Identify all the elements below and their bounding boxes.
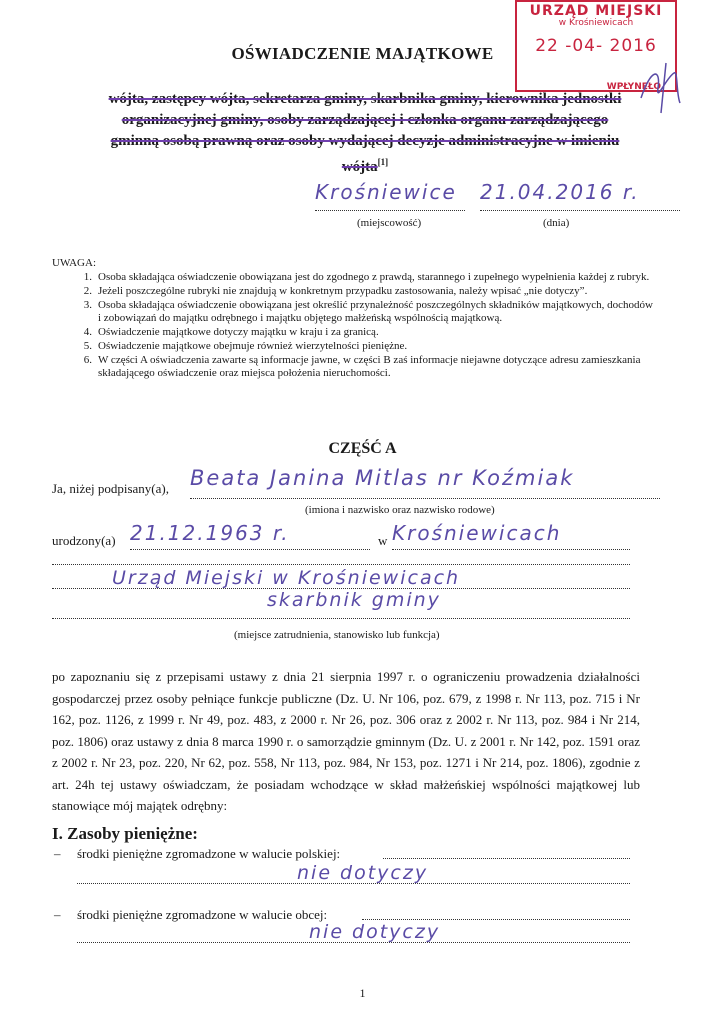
date-field[interactable]: 21.04.2016 r. <box>480 180 680 211</box>
struck-heading-line: wójta, zastępcy wójta, sekretarza gminy, skarbnika gminy, kierownika jednostki <box>108 91 622 107</box>
stamp-office: URZĄD MIEJSKI <box>529 3 663 19</box>
date-caption: (dnia) <box>543 217 570 229</box>
page-number: 1 <box>359 986 366 1000</box>
stamp-date: 22 -04- 2016 <box>535 36 657 56</box>
section-heading: I. Zasoby pieniężne: <box>52 824 198 843</box>
born-date-field[interactable]: 21.12.1963 r. <box>130 521 370 550</box>
list-item: 4. Oświadczenie majątkowe dotyczy majątku w kraju i za granicą. <box>83 326 379 338</box>
struck-heading-line: organizacyjnej gminy, osoby zarządzającej i członka organu zarządzającego <box>121 112 609 128</box>
part-a-heading: CZĘŚĆ A <box>328 440 397 457</box>
list-item: 1. Osoba składająca oświadczenie obowiązana jest do zgodnego z prawdą, starannego i zupełnego wypełnienia każdej z rubryk. <box>83 271 650 283</box>
legal-paragraph: po zapoznaniu się z przepisami ustawy z dnia 21 sierpnia 1997 r. o ograniczeniu prowadzenia działalności gospodarczej przez osoby pełniące funkcje publiczne (Dz. U. Nr 106, poz. 679, z 1998 r. Nr 113, poz. 715 i Nr 162, poz. 1126, z 1999 r. Nr 49, poz. 483, z 2000 r. Nr 26, poz. 306 oraz z 2002 r. Nr 113, poz. 984 i Nr 214, poz. 1806) oraz ustawy z dnia 8 marca 1990 r. o samorządzie gminnym (Dz. U. z 2001 r. Nr 142, poz. 1591 oraz z 2002 r. Nr 23, poz. 220, Nr 62, poz. 558, Nr 113, poz. 984, Nr 153, poz. 1271 i Nr 214, poz. 1806), zgodnie z art. 24h tej ustawy oświadczam, że posiadam wchodzące w skład małżeńskiej wspólności majątkowej lub stanowiące mój majątek odrębny: <box>52 669 640 813</box>
signer-caption: (imiona i nazwisko oraz nazwisko rodowe) <box>305 504 495 516</box>
notes-heading: UWAGA: <box>52 257 96 269</box>
polish-currency-field[interactable]: nie dotyczy <box>77 862 630 884</box>
notes-list <box>60 271 655 381</box>
signer-label: Ja, niżej podpisany(a), <box>52 481 169 496</box>
document-title: OŚWIADCZENIE MAJĄTKOWE <box>231 44 494 63</box>
stamp-place: w Krośniewicach <box>558 18 634 28</box>
list-item: 5. Oświadczenie majątkowe obejmuje również wierzytelności pieniężne. <box>83 340 408 352</box>
dotted-line <box>362 919 630 920</box>
list-item: 2. Jeżeli poszczególne rubryki nie znajdują w konkretnym przypadku zastosowania, należy wpisać „nie dotyczy”. <box>83 285 588 297</box>
struck-heading-line: wójta <box>341 159 378 175</box>
place-field[interactable]: Krośniewice <box>315 180 465 211</box>
employment-field[interactable]: Urząd Miejski w Krośniewicach <box>52 567 630 589</box>
polish-currency-label: środki pieniężne zgromadzone w walucie polskiej: <box>77 846 341 861</box>
list-item: 3. Osoba składająca oświadczenie obowiązana jest określić przynależność poszczególnych składników majątkowych, dochodów i zobowiązań do majątku odrębnego i majątku objętego małżeńską wspólnością majątkową. <box>83 299 654 324</box>
born-label: urodzony(a) <box>52 533 116 548</box>
bullet-icon: – <box>54 846 61 861</box>
foreign-currency-field[interactable]: nie dotyczy <box>77 921 630 943</box>
employment-caption: (miejsce zatrudnienia, stanowisko lub funkcja) <box>234 629 440 641</box>
place-caption: (miejscowość) <box>357 217 422 229</box>
employment-line <box>52 564 630 565</box>
born-in-label: w <box>378 533 388 548</box>
bullet-icon: – <box>54 907 61 922</box>
dotted-line <box>383 858 630 859</box>
footnote-marker: [1] <box>377 157 389 167</box>
signer-name-field[interactable]: Beata Janina Mitlas nr Koźmiak <box>190 466 660 499</box>
born-place-field[interactable]: Krośniewicach <box>392 521 630 550</box>
stamp-received: WPŁYNĘŁO <box>606 82 661 92</box>
struck-heading-line: gminną osobą prawną oraz osoby wydającej decyzje administracyjne w imieniu <box>110 133 620 149</box>
struck-heading <box>40 89 690 178</box>
foreign-currency-label: środki pieniężne zgromadzone w walucie obcej: <box>77 907 328 922</box>
position-field[interactable]: skarbnik gminy <box>52 589 630 619</box>
list-item: 6. W części A oświadczenia zawarte są informacje jawne, w części B zaś informacje niejawne dotyczące adresu zamieszkania składającego oświadczenie oraz miejsca położenia nieruchomości. <box>83 354 641 379</box>
